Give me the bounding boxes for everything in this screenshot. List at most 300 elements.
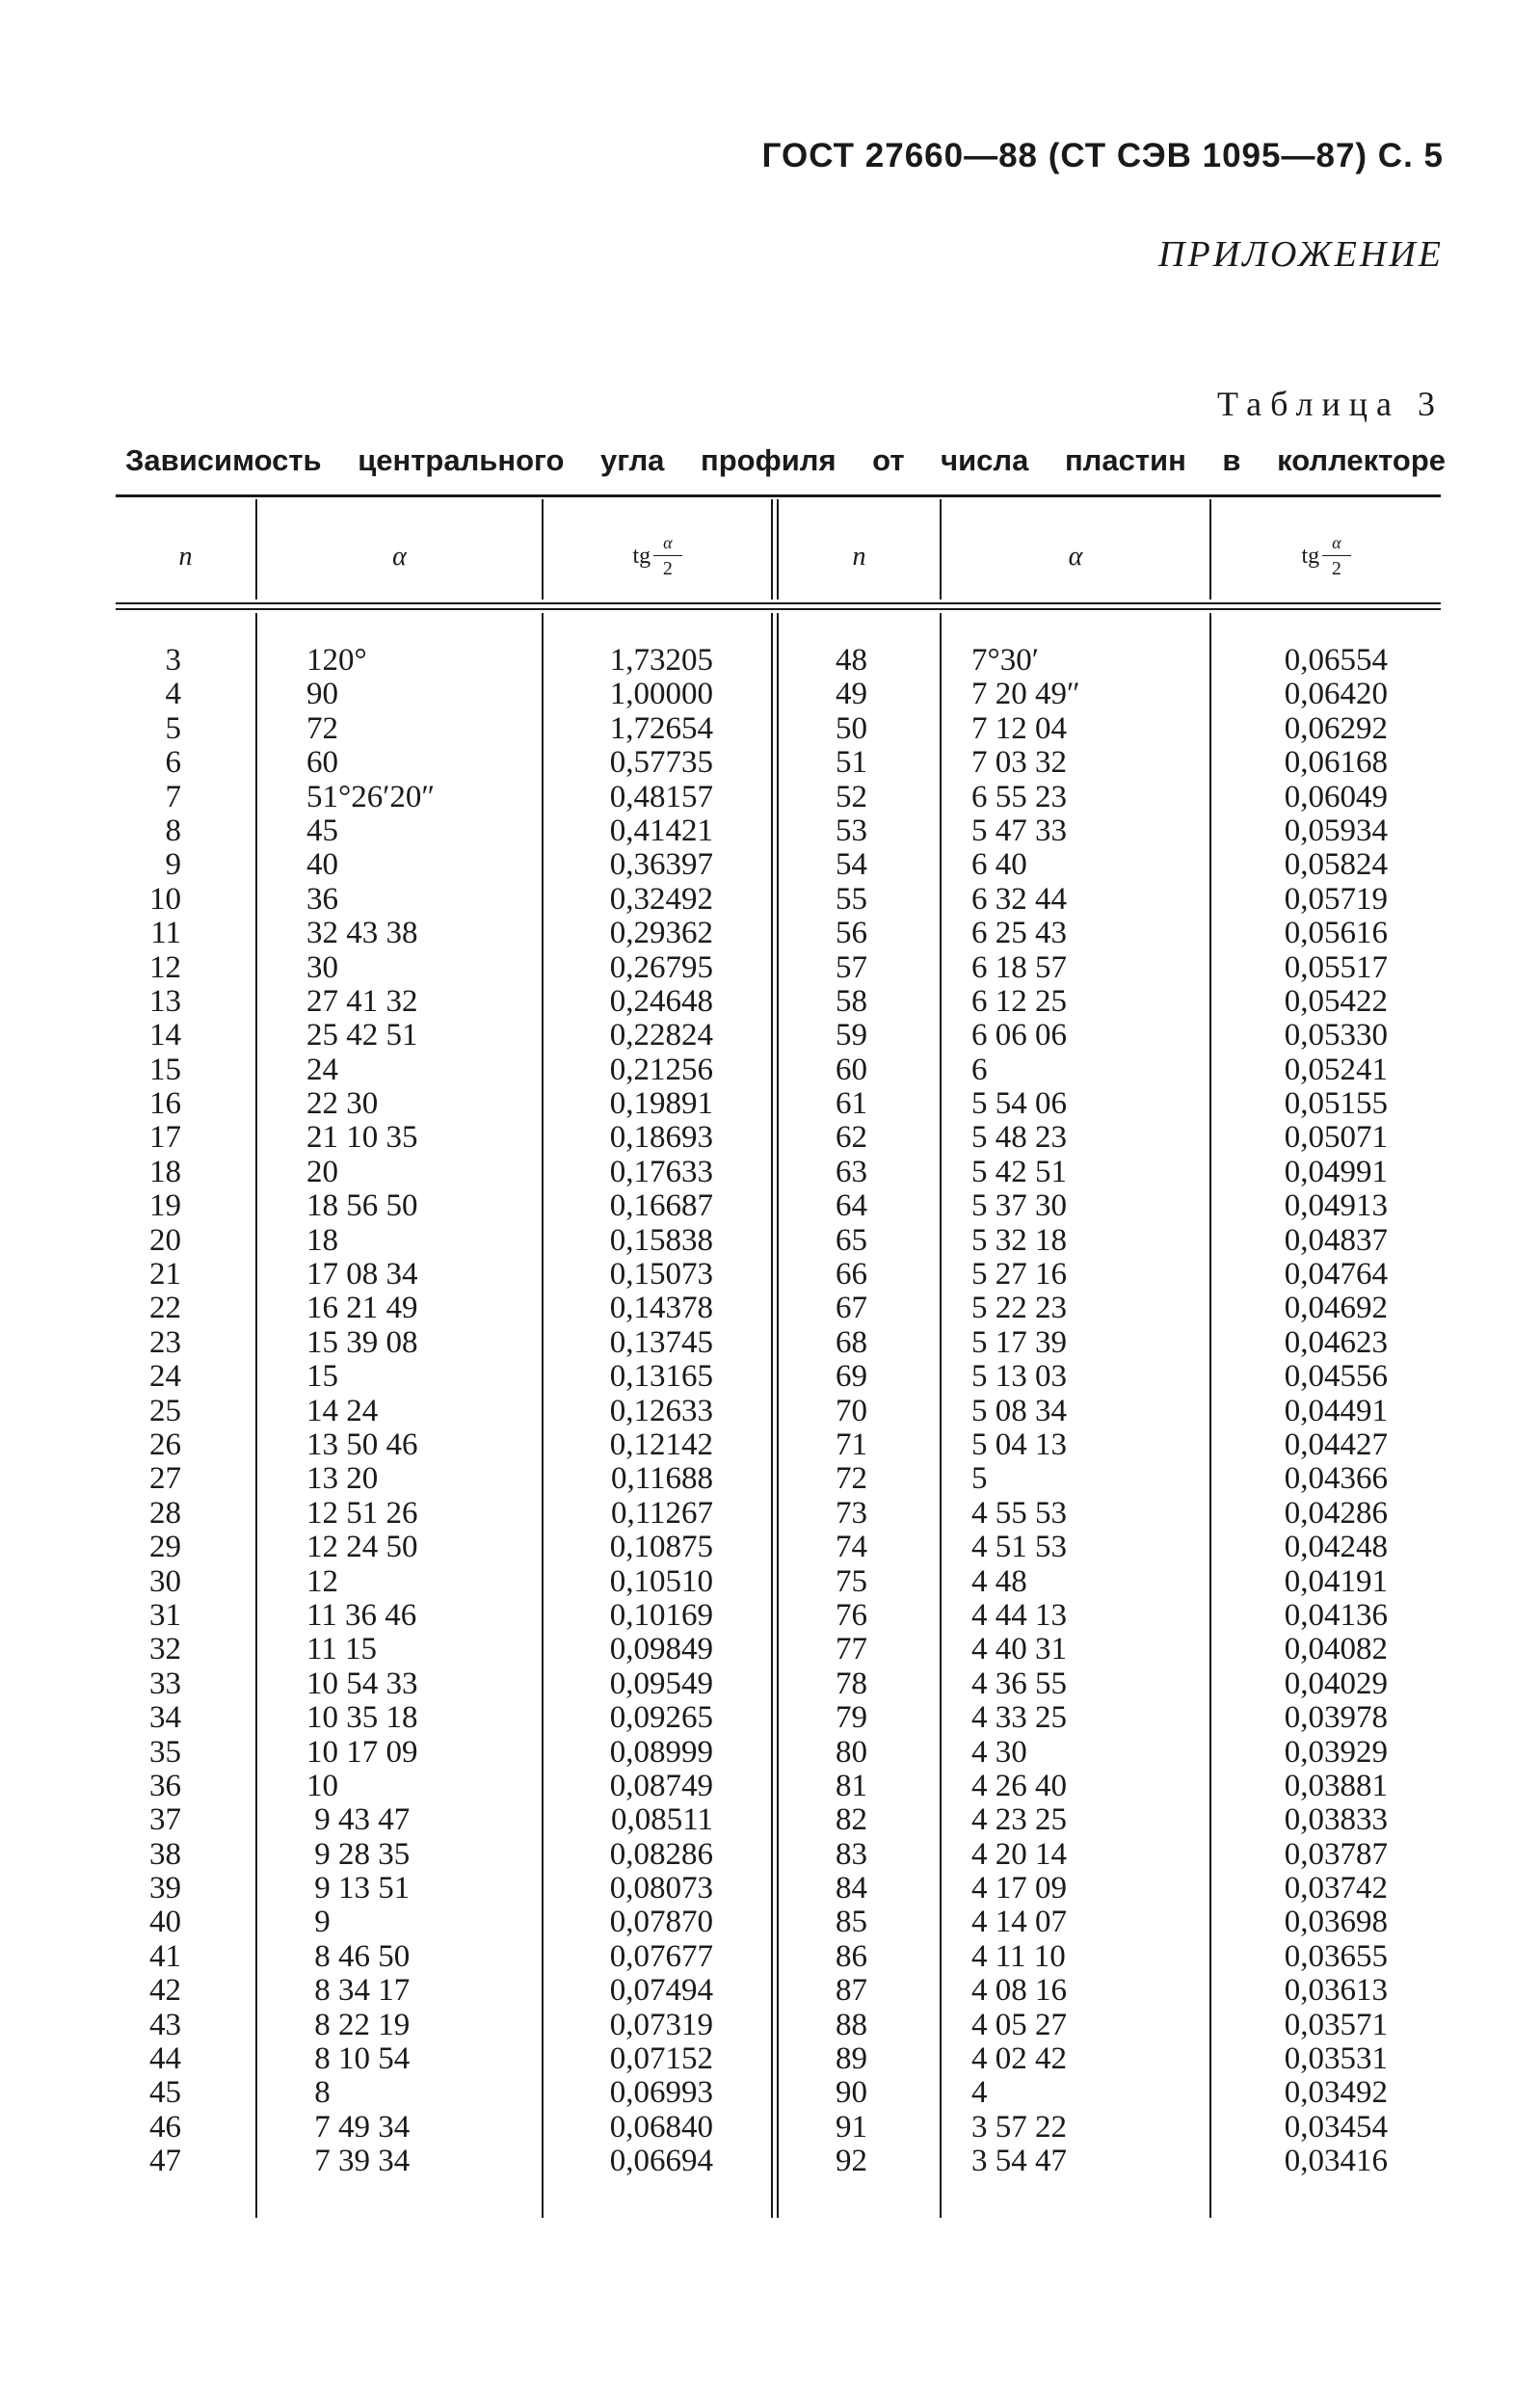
table-cell: 0,48157 bbox=[609, 779, 713, 814]
table-cell: 47 bbox=[149, 2144, 181, 2179]
table-cell: 5 54 06 bbox=[971, 1086, 1067, 1122]
table-cell: 61 bbox=[836, 1086, 867, 1122]
table-cell: 0,04286 bbox=[1284, 1495, 1388, 1531]
table-cell: 62 bbox=[836, 1120, 867, 1156]
table-cell: 13 50 46 bbox=[306, 1426, 418, 1462]
table-cell: 18 56 50 bbox=[306, 1188, 418, 1224]
table-cell: 0,04491 bbox=[1284, 1393, 1388, 1428]
table-cell: 4 44 13 bbox=[971, 1597, 1067, 1633]
table-cell: 86 bbox=[836, 1938, 867, 1974]
table-cell: 0,57735 bbox=[609, 745, 713, 781]
table-cell: 0,08073 bbox=[609, 1871, 713, 1906]
table-cell: 0,14378 bbox=[609, 1291, 713, 1326]
table-cell: 3 57 22 bbox=[971, 2109, 1067, 2145]
table-cell: 12 bbox=[149, 949, 181, 985]
table-cell: 0,18693 bbox=[609, 1120, 713, 1156]
table-cell: 0,08749 bbox=[609, 1768, 713, 1803]
column-divider-double bbox=[771, 499, 773, 600]
table-cell: 0,05517 bbox=[1284, 949, 1388, 985]
table-cell: 0,03929 bbox=[1284, 1734, 1388, 1770]
table-cell: 9 28 35 bbox=[306, 1836, 411, 1872]
table-cell: 29 bbox=[149, 1530, 181, 1565]
table-cell: 4 40 31 bbox=[971, 1632, 1067, 1667]
table-cell: 30 bbox=[149, 1563, 181, 1599]
table-cell: 0,07494 bbox=[609, 1973, 713, 2009]
table-cell: 4 05 27 bbox=[971, 2007, 1067, 2042]
header-alpha-text: α bbox=[392, 541, 407, 572]
table-cell: 17 bbox=[149, 1120, 181, 1156]
table-cell: 0,05071 bbox=[1284, 1120, 1388, 1156]
table-cell: 5 13 03 bbox=[971, 1359, 1067, 1395]
table-cell: 4 33 25 bbox=[971, 1700, 1067, 1736]
table-cell: 0,09849 bbox=[609, 1632, 713, 1667]
table-cell: 5 08 34 bbox=[971, 1393, 1067, 1428]
table-cell: 63 bbox=[836, 1154, 867, 1189]
table-cell: 23 bbox=[149, 1324, 181, 1360]
tg-half-alpha-formula bbox=[632, 533, 681, 580]
table-cell: 0,12633 bbox=[609, 1393, 713, 1428]
table-cell: 0,05824 bbox=[1284, 847, 1388, 883]
table-cell: 0,21256 bbox=[609, 1052, 713, 1087]
table-cell: 9 bbox=[306, 1905, 331, 1940]
table-cell: 54 bbox=[836, 847, 867, 883]
table-cell: 0,04837 bbox=[1284, 1222, 1388, 1258]
table-cell: 0,10169 bbox=[609, 1597, 713, 1633]
table-cell: 3 bbox=[165, 643, 181, 678]
table-cell: 0,03492 bbox=[1284, 2075, 1388, 2111]
table-cell: 0,13745 bbox=[609, 1324, 713, 1360]
table-cell: 0,08999 bbox=[609, 1734, 713, 1770]
table-cell: 92 bbox=[836, 2144, 867, 2179]
table-cell: 24 bbox=[306, 1052, 338, 1087]
table-cell: 15 39 08 bbox=[306, 1324, 418, 1360]
table-cell: 4 55 53 bbox=[971, 1495, 1067, 1531]
table-cell: 20 bbox=[149, 1222, 181, 1258]
table-cell: 7 20 49″ bbox=[971, 677, 1080, 712]
table-cell: 38 bbox=[149, 1836, 181, 1872]
table-cell: 37 bbox=[149, 1802, 181, 1838]
table-cell: 3 54 47 bbox=[971, 2144, 1067, 2179]
table-cell: 5 37 30 bbox=[971, 1188, 1067, 1224]
table-cell: 6 40 bbox=[971, 847, 1027, 883]
table-cell: 13 20 bbox=[306, 1461, 379, 1497]
page-header: ГОСТ 27660—88 (СТ СЭВ 1095—87) С. 5 bbox=[761, 137, 1444, 174]
table-cell: 20 bbox=[306, 1154, 338, 1189]
table-cell: 55 bbox=[836, 881, 867, 917]
table-cell: 0,04692 bbox=[1284, 1291, 1388, 1326]
table-cell: 0,05719 bbox=[1284, 881, 1388, 917]
table-cell: 89 bbox=[836, 2041, 867, 2077]
table-cell: 10 bbox=[306, 1768, 338, 1803]
table-cell: 27 41 32 bbox=[306, 983, 418, 1019]
table-cell: 4 bbox=[165, 677, 181, 712]
tg-prefix: tg bbox=[632, 544, 651, 569]
table-cell: 0,07152 bbox=[609, 2041, 713, 2077]
table-cell: 1,00000 bbox=[609, 677, 713, 712]
table-cell: 4 17 09 bbox=[971, 1871, 1067, 1906]
table-cell: 5 04 13 bbox=[971, 1426, 1067, 1462]
table-cell: 6 bbox=[165, 745, 181, 781]
header-n-text: n bbox=[852, 541, 866, 572]
column-alpha-right bbox=[971, 644, 1203, 2179]
table-cell: 0,05422 bbox=[1284, 983, 1388, 1019]
table-cell: 8 22 19 bbox=[306, 2007, 411, 2042]
table-cell: 59 bbox=[836, 1018, 867, 1053]
table-cell: 0,08286 bbox=[609, 1836, 713, 1872]
table-cell: 0,04191 bbox=[1284, 1563, 1388, 1599]
table-cell: 60 bbox=[836, 1052, 867, 1087]
table-cell: 39 bbox=[149, 1871, 181, 1906]
table-cell: 25 bbox=[149, 1393, 181, 1428]
table-cell: 0,06420 bbox=[1284, 677, 1388, 712]
table-cell: 35 bbox=[149, 1734, 181, 1770]
table-cell: 0,03833 bbox=[1284, 1802, 1388, 1838]
table-cell: 4 11 10 bbox=[971, 1938, 1066, 1974]
table-cell: 4 23 25 bbox=[971, 1802, 1067, 1838]
table-cell: 32 bbox=[149, 1632, 181, 1667]
table-cell: 4 bbox=[971, 2075, 988, 2111]
column-tg-left bbox=[578, 644, 713, 2179]
table-cell: 0,32492 bbox=[609, 881, 713, 917]
table-cell: 0,03787 bbox=[1284, 1836, 1388, 1872]
table-cell: 7 12 04 bbox=[971, 710, 1067, 746]
table-cell: 0,08511 bbox=[610, 1802, 713, 1838]
header-alpha-text: α bbox=[1068, 541, 1083, 572]
table-cell: 0,03416 bbox=[1284, 2144, 1388, 2179]
table-cell: 18 bbox=[306, 1222, 338, 1258]
appendix-label: ПРИЛОЖЕНИЕ bbox=[1158, 234, 1444, 275]
table-cell: 60 bbox=[306, 745, 338, 781]
table-cell: 22 30 bbox=[306, 1086, 379, 1122]
table-cell: 0,15838 bbox=[609, 1222, 713, 1258]
table-cell: 0,17633 bbox=[609, 1154, 713, 1189]
table-cell: 0,06993 bbox=[609, 2075, 713, 2111]
table-cell: 8 34 17 bbox=[306, 1973, 411, 2009]
table-cell: 7 39 34 bbox=[306, 2144, 411, 2179]
table-cell: 57 bbox=[836, 949, 867, 985]
table-cell: 6 18 57 bbox=[971, 949, 1067, 985]
table-cell: 0,10510 bbox=[609, 1563, 713, 1599]
table-cell: 41 bbox=[149, 1938, 181, 1974]
table-cell: 6 32 44 bbox=[971, 881, 1067, 917]
column-divider bbox=[542, 613, 544, 2218]
tg-numerator: α bbox=[653, 533, 681, 556]
table-cell: 7 bbox=[165, 779, 181, 814]
table-cell: 10 bbox=[149, 881, 181, 917]
table-cell: 44 bbox=[149, 2041, 181, 2077]
table-cell: 8 bbox=[306, 2075, 331, 2111]
table-cell: 34 bbox=[149, 1700, 181, 1736]
table-cell: 5 42 51 bbox=[971, 1154, 1067, 1189]
table-cell: 0,03613 bbox=[1284, 1973, 1388, 2009]
table-cell: 0,04029 bbox=[1284, 1666, 1388, 1701]
table-cell: 17 08 34 bbox=[306, 1257, 418, 1293]
table-cell: 6 55 23 bbox=[971, 779, 1067, 814]
table-cell: 77 bbox=[836, 1632, 867, 1667]
column-divider-double bbox=[771, 613, 773, 2218]
header-alpha-right bbox=[942, 516, 1209, 598]
table-cell: 0,04082 bbox=[1284, 1632, 1388, 1667]
column-divider bbox=[255, 613, 257, 2218]
table-cell: 0,05934 bbox=[1284, 813, 1388, 848]
table-cell: 4 02 42 bbox=[971, 2041, 1067, 2077]
table-cell: 0,06840 bbox=[609, 2109, 713, 2145]
table-cell: 1,73205 bbox=[609, 643, 713, 678]
table-cell: 9 13 51 bbox=[306, 1871, 411, 1906]
table-cell: 0,03698 bbox=[1284, 1905, 1388, 1940]
column-n-right bbox=[810, 644, 867, 2179]
table-cell: 52 bbox=[836, 779, 867, 814]
table-cell: 1,72654 bbox=[609, 710, 713, 746]
table-cell: 74 bbox=[836, 1530, 867, 1565]
table-cell: 5 bbox=[971, 1461, 988, 1497]
table-cell: 4 48 bbox=[971, 1563, 1027, 1599]
table-cell: 5 32 18 bbox=[971, 1222, 1067, 1258]
table-cell: 5 48 23 bbox=[971, 1120, 1067, 1156]
table-cell: 25 42 51 bbox=[306, 1018, 418, 1053]
table-cell: 0,12142 bbox=[609, 1426, 713, 1462]
table-top-rule bbox=[116, 494, 1441, 497]
table-cell: 32 43 38 bbox=[306, 916, 418, 951]
table-cell: 51 bbox=[836, 745, 867, 781]
table-cell: 12 bbox=[306, 1563, 338, 1599]
table-cell: 0,06049 bbox=[1284, 779, 1388, 814]
column-alpha-left bbox=[306, 644, 538, 2179]
table-cell: 90 bbox=[306, 677, 338, 712]
table-cell: 0,05616 bbox=[1284, 916, 1388, 951]
table-cell: 0,22824 bbox=[609, 1018, 713, 1053]
table-cell: 0,16687 bbox=[609, 1188, 713, 1224]
table-cell: 66 bbox=[836, 1257, 867, 1293]
table-cell: 5 22 23 bbox=[971, 1291, 1067, 1326]
table-cell: 81 bbox=[836, 1768, 867, 1803]
table-cell: 7 49 34 bbox=[306, 2109, 411, 2145]
table-cell: 0,04991 bbox=[1284, 1154, 1388, 1189]
table-cell: 31 bbox=[149, 1597, 181, 1633]
table-cell: 0,15073 bbox=[609, 1257, 713, 1293]
table-cell: 16 bbox=[149, 1086, 181, 1122]
table-cell: 73 bbox=[836, 1495, 867, 1531]
table-cell: 78 bbox=[836, 1666, 867, 1701]
table-cell: 45 bbox=[149, 2075, 181, 2111]
column-n-left bbox=[114, 644, 181, 2179]
table-cell: 6 12 25 bbox=[971, 983, 1067, 1019]
table-cell: 87 bbox=[836, 1973, 867, 2009]
table-cell: 76 bbox=[836, 1597, 867, 1633]
table-cell: 27 bbox=[149, 1461, 181, 1497]
table-cell: 0,07677 bbox=[609, 1938, 713, 1974]
table-cell: 0,10875 bbox=[609, 1530, 713, 1565]
table-cell: 19 bbox=[149, 1188, 181, 1224]
table-cell: 4 14 07 bbox=[971, 1905, 1067, 1940]
table-cell: 0,03881 bbox=[1284, 1768, 1388, 1803]
table-cell: 13 bbox=[149, 983, 181, 1019]
table-cell: 82 bbox=[836, 1802, 867, 1838]
table-cell: 0,04556 bbox=[1284, 1359, 1388, 1395]
tg-denominator: 2 bbox=[662, 558, 673, 579]
table-cell: 0,05330 bbox=[1284, 1018, 1388, 1053]
table-cell: 0,03742 bbox=[1284, 1871, 1388, 1906]
table-cell: 0,09549 bbox=[609, 1666, 713, 1701]
table-cell: 42 bbox=[149, 1973, 181, 2009]
tg-prefix: tg bbox=[1301, 544, 1320, 569]
table-cell: 69 bbox=[836, 1359, 867, 1395]
table-cell: 21 bbox=[149, 1257, 181, 1293]
table-cell: 7°30′ bbox=[971, 643, 1039, 678]
header-alpha-left bbox=[257, 516, 542, 598]
table-cell: 0,07319 bbox=[609, 2007, 713, 2042]
table-cell: 0,04913 bbox=[1284, 1188, 1388, 1224]
tg-half-alpha-formula bbox=[1301, 533, 1350, 580]
table-cell: 0,04764 bbox=[1284, 1257, 1388, 1293]
table-cell: 0,29362 bbox=[609, 916, 713, 951]
table-cell: 67 bbox=[836, 1291, 867, 1326]
table-cell: 0,04248 bbox=[1284, 1530, 1388, 1565]
table-cell: 33 bbox=[149, 1666, 181, 1701]
table-cell: 9 bbox=[165, 847, 181, 883]
table-cell: 0,06694 bbox=[609, 2144, 713, 2179]
table-cell: 0,03978 bbox=[1284, 1700, 1388, 1736]
table-cell: 9 43 47 bbox=[306, 1802, 411, 1838]
column-divider bbox=[940, 613, 942, 2218]
table-cell: 58 bbox=[836, 983, 867, 1019]
table-title: Зависимость центрального угла профиля от числа пластин в коллекторе bbox=[125, 443, 1446, 477]
table-cell: 0,19891 bbox=[609, 1086, 713, 1122]
table-cell: 6 bbox=[971, 1052, 988, 1087]
table-cell: 72 bbox=[836, 1461, 867, 1497]
table-cell: 84 bbox=[836, 1871, 867, 1906]
table-cell: 48 bbox=[836, 643, 867, 678]
table-cell: 16 21 49 bbox=[306, 1291, 418, 1326]
table-cell: 6 06 06 bbox=[971, 1018, 1067, 1053]
table-header-rule-2 bbox=[116, 608, 1441, 610]
table-cell: 64 bbox=[836, 1188, 867, 1224]
table-cell: 80 bbox=[836, 1734, 867, 1770]
table-cell: 88 bbox=[836, 2007, 867, 2042]
table-cell: 40 bbox=[306, 847, 338, 883]
table-cell: 7 03 32 bbox=[971, 745, 1067, 781]
table-cell: 26 bbox=[149, 1426, 181, 1462]
table-cell: 21 10 35 bbox=[306, 1120, 418, 1156]
table-cell: 46 bbox=[149, 2109, 181, 2145]
header-tg-right bbox=[1211, 516, 1441, 598]
table-cell: 18 bbox=[149, 1154, 181, 1189]
table-cell: 10 35 18 bbox=[306, 1700, 418, 1736]
table-cell: 0,41421 bbox=[609, 813, 713, 848]
table-cell: 6 25 43 bbox=[971, 916, 1067, 951]
header-tg-left bbox=[544, 516, 771, 598]
table-label: Таблица 3 bbox=[1217, 385, 1444, 423]
table-cell: 71 bbox=[836, 1426, 867, 1462]
table-cell: 5 17 39 bbox=[971, 1324, 1067, 1360]
table-cell: 0,03571 bbox=[1284, 2007, 1388, 2042]
table-cell: 79 bbox=[836, 1700, 867, 1736]
table-cell: 11 15 bbox=[306, 1632, 378, 1667]
table-cell: 72 bbox=[306, 710, 338, 746]
table-cell: 0,04366 bbox=[1284, 1461, 1388, 1497]
header-n-right bbox=[779, 516, 940, 598]
table-cell: 0,06292 bbox=[1284, 710, 1388, 746]
table-cell: 5 bbox=[165, 710, 181, 746]
table-cell: 28 bbox=[149, 1495, 181, 1531]
table-cell: 83 bbox=[836, 1836, 867, 1872]
table-cell: 49 bbox=[836, 677, 867, 712]
table-cell: 36 bbox=[306, 881, 338, 917]
table-cell: 90 bbox=[836, 2075, 867, 2111]
table-cell: 11 36 46 bbox=[306, 1597, 417, 1633]
table-cell: 22 bbox=[149, 1291, 181, 1326]
tg-numerator: α bbox=[1322, 533, 1350, 556]
table-cell: 15 bbox=[149, 1052, 181, 1087]
table-cell: 0,09265 bbox=[609, 1700, 713, 1736]
table-cell: 5 27 16 bbox=[971, 1257, 1067, 1293]
table-cell: 0,04427 bbox=[1284, 1426, 1388, 1462]
table-cell: 50 bbox=[836, 710, 867, 746]
table-cell: 12 51 26 bbox=[306, 1495, 418, 1531]
table-cell: 0,03655 bbox=[1284, 1938, 1388, 1974]
table-cell: 0,24648 bbox=[609, 983, 713, 1019]
table-cell: 0,03454 bbox=[1284, 2109, 1388, 2145]
table-cell: 8 10 54 bbox=[306, 2041, 411, 2077]
table-cell: 75 bbox=[836, 1563, 867, 1599]
column-divider-double bbox=[777, 613, 779, 2218]
table-cell: 85 bbox=[836, 1905, 867, 1940]
table-cell: 24 bbox=[149, 1359, 181, 1395]
table-cell: 0,05241 bbox=[1284, 1052, 1388, 1087]
table-cell: 4 51 53 bbox=[971, 1530, 1067, 1565]
column-tg-right bbox=[1253, 644, 1388, 2179]
table-cell: 0,11267 bbox=[610, 1495, 713, 1531]
tg-denominator: 2 bbox=[1331, 558, 1341, 579]
table-cell: 56 bbox=[836, 916, 867, 951]
table-cell: 68 bbox=[836, 1324, 867, 1360]
column-divider bbox=[1209, 613, 1211, 2218]
table-cell: 5 47 33 bbox=[971, 813, 1067, 848]
table-cell: 0,11688 bbox=[610, 1461, 713, 1497]
table-cell: 14 24 bbox=[306, 1393, 379, 1428]
table-cell: 0,13165 bbox=[609, 1359, 713, 1395]
table-cell: 10 17 09 bbox=[306, 1734, 418, 1770]
table-cell: 120° bbox=[306, 643, 367, 678]
table-cell: 36 bbox=[149, 1768, 181, 1803]
table-cell: 0,26795 bbox=[609, 949, 713, 985]
table-cell: 53 bbox=[836, 813, 867, 848]
table-cell: 14 bbox=[149, 1018, 181, 1053]
table-cell: 30 bbox=[306, 949, 338, 985]
table-cell: 0,05155 bbox=[1284, 1086, 1388, 1122]
table-cell: 0,04136 bbox=[1284, 1597, 1388, 1633]
table-cell: 10 54 33 bbox=[306, 1666, 418, 1701]
table-cell: 0,07870 bbox=[609, 1905, 713, 1940]
table-header-rule-1 bbox=[116, 602, 1441, 604]
table-cell: 8 46 50 bbox=[306, 1938, 411, 1974]
table-cell: 65 bbox=[836, 1222, 867, 1258]
table-cell: 15 bbox=[306, 1359, 338, 1395]
table-cell: 43 bbox=[149, 2007, 181, 2042]
table-cell: 11 bbox=[150, 916, 181, 951]
header-n-left bbox=[116, 516, 255, 598]
table-cell: 0,06168 bbox=[1284, 745, 1388, 781]
table-cell: 4 08 16 bbox=[971, 1973, 1067, 2009]
table-cell: 8 bbox=[165, 813, 181, 848]
table-cell: 70 bbox=[836, 1393, 867, 1428]
table-cell: 40 bbox=[149, 1905, 181, 1940]
table-cell: 0,36397 bbox=[609, 847, 713, 883]
table-cell: 4 26 40 bbox=[971, 1768, 1067, 1803]
table-cell: 0,03531 bbox=[1284, 2041, 1388, 2077]
table-cell: 91 bbox=[836, 2109, 867, 2145]
table-cell: 4 20 14 bbox=[971, 1836, 1067, 1872]
